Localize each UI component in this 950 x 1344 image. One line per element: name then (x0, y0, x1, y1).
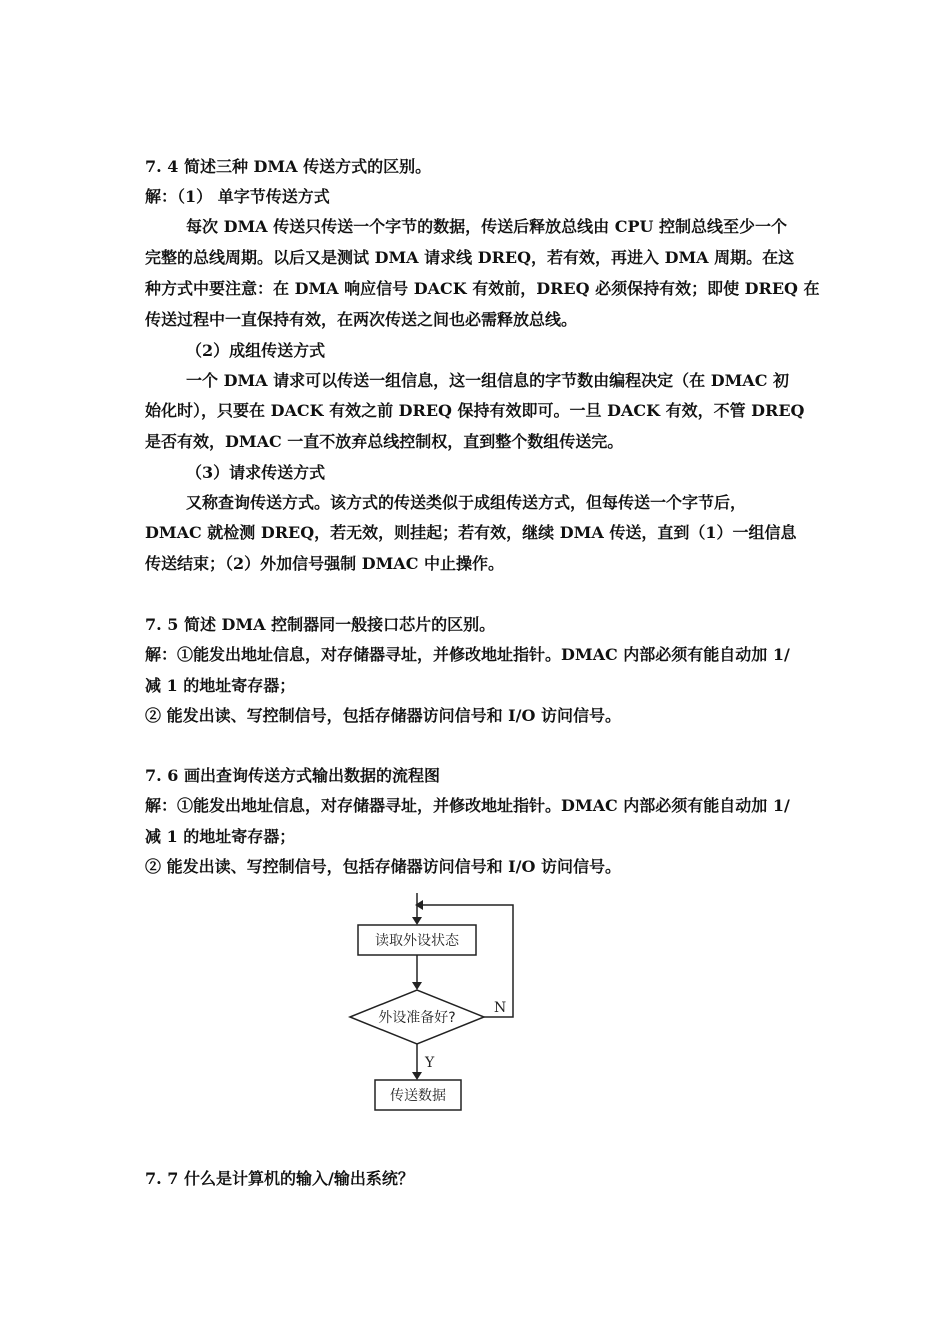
q74-title: 7. 4 简述三种 DMA 传送方式的区别。 (145, 157, 432, 176)
q76-line2: 减 1 的地址寄存器； (145, 827, 296, 846)
q75-title: 7. 5 简述 DMA 控制器同一般接口芯片的区别。 (145, 615, 496, 634)
q74-p1-line1: 每次 DMA 传送只传送一个字节的数据，传送后释放总线由 CPU 控制总线至少一个 (186, 217, 788, 236)
q74-p2-line2: 始化时），只要在 DACK 有效之前 DREQ 保持有效即可。一旦 DACK 有效，不管 DREQ (145, 401, 805, 420)
q75-line3: ② 能发出读、写控制信号，包括存储器访问信号和 I/O 访问信号。 (145, 706, 621, 725)
q74-p3-line1: 又称查询传送方式。该方式的传送类似于成组传送方式，但每传送一个字节后， (186, 493, 747, 512)
flow-arrow-to-decision-head (412, 982, 422, 990)
q74-p2-line1: 一个 DMA 请求可以传送一组信息，这一组信息的字节数由编程决定（在 DMAC 初 (186, 371, 790, 390)
q76-title: 7. 6 画出查询传送方式输出数据的流程图 (145, 766, 440, 785)
flow-yes-arrowhead (412, 1072, 422, 1080)
q75-line2: 减 1 的地址寄存器； (145, 676, 296, 695)
flow-decision-label: 外设准备好? (378, 1010, 456, 1026)
flow-entry-arrowhead (412, 917, 422, 925)
flow-step2-label: 传送数据 (390, 1088, 446, 1104)
q74-p3-line2: DMAC 就检测 DREQ，若无效，则挂起；若有效，继续 DMA 传送，直到（1）一组信息 (145, 523, 797, 542)
flow-no-loop-arrowhead (415, 900, 423, 910)
q76-line1: 解：①能发出地址信息，对存储器寻址，并修改地址指针。DMAC 内部必须有能自动加 1/ (145, 796, 790, 815)
q74-p1-line2: 完整的总线周期。以后又是测试 DMA 请求线 DREQ，若有效，再进入 DMA 周期。在这 (145, 248, 795, 267)
q74-p1-line3: 种方式中要注意：在 DMA 响应信号 DACK 有效前，DREQ 必须保持有效；即使 DREQ 在 (145, 279, 820, 298)
flow-no-label: N (494, 1000, 507, 1016)
q74-p3-line3: 传送结束；（2）外加信号强制 DMAC 中止操作。 (145, 554, 505, 573)
flow-yes-label: Y (425, 1055, 435, 1071)
flowchart (330, 885, 590, 1120)
q76-line3: ② 能发出读、写控制信号，包括存储器访问信号和 I/O 访问信号。 (145, 857, 621, 876)
q74-answer-head: 解：（1） 单字节传送方式 (145, 187, 330, 206)
q74-p1-line4: 传送过程中一直保持有效，在两次传送之间也必需释放总线。 (145, 310, 578, 329)
q75-line1: 解：①能发出地址信息，对存储器寻址，并修改地址指针。DMAC 内部必须有能自动加 1/ (145, 645, 790, 664)
q74-sub2: （2）成组传送方式 (186, 341, 326, 360)
q74-p2-line3: 是否有效，DMAC 一直不放弃总线控制权，直到整个数组传送完。 (145, 432, 624, 451)
q77-title: 7. 7 什么是计算机的输入/输出系统？ (145, 1169, 414, 1188)
flow-step1-label: 读取外设状态 (375, 933, 459, 949)
q74-sub3: （3）请求传送方式 (186, 463, 326, 482)
